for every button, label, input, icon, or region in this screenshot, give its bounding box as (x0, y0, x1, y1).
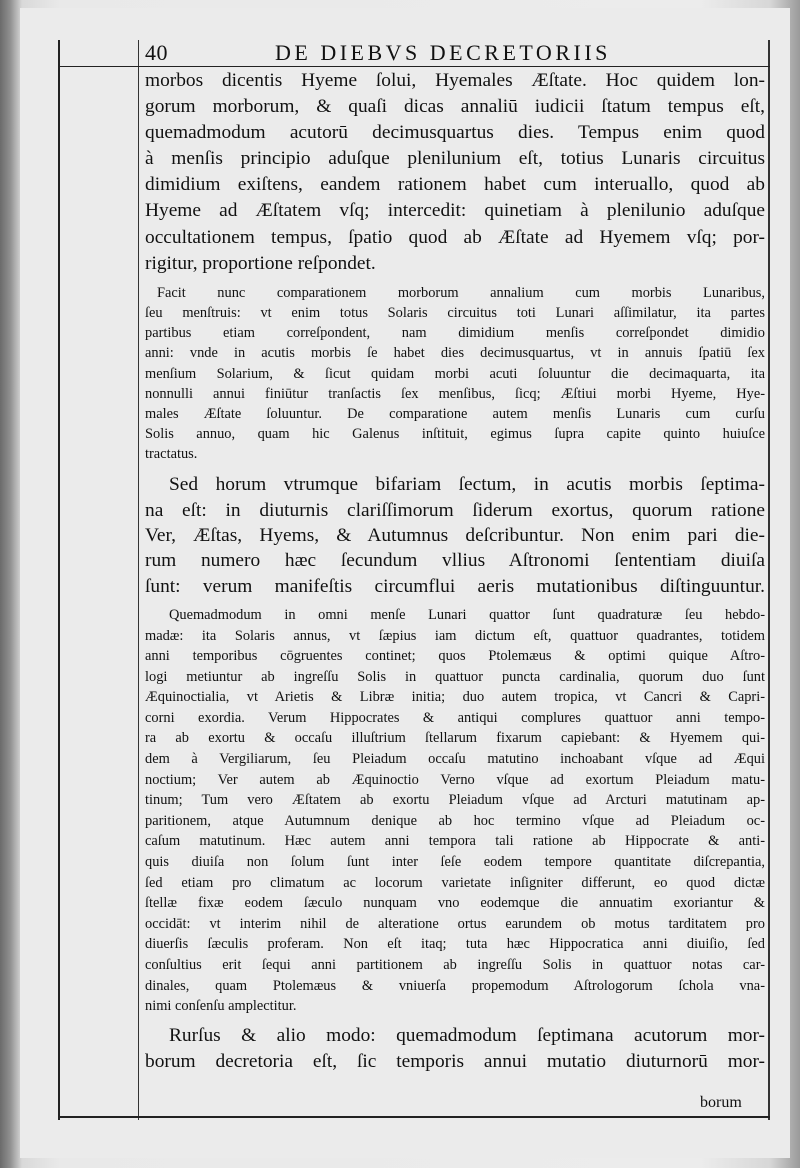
text-line: morbos dicentis Hyeme ſolui, Hyemales Æſtate. Hoc quidem lon- (145, 70, 765, 91)
text-line: dinales, quam Ptolemæus & vniuerſa propemodum Aſtrologorum ſchola vna- (145, 977, 765, 994)
text-line: ſeu menſtruis: vt enim totus Solaris circuitus toti Lunari aſſimilatur, ita partes (145, 304, 765, 321)
text-line: noctium; Ver autem ab Æquinoctio Verno vſque ad exortum Pleiadum matu- (145, 771, 765, 788)
text-line: paritionem, atque Autumnum denique ab hoc termino vſque ad Pleiadum oc- (145, 812, 765, 829)
text-line: diuerſis ſæculis proferam. Non eſt itaq; tuta hæc Hippocratica anni diuiſio, ſed (145, 936, 765, 953)
page-text (145, 68, 765, 1075)
text-line: Quemadmodum in omni menſe Lunari quattor ſunt quadraturæ ſeu hebdo- (169, 606, 765, 623)
text-line: occidāt: vt interim nihil de alteratione ortus earundem ob motus tarditatem pro (145, 915, 765, 932)
running-title: DE DIEBVS DECRETORIIS (275, 40, 611, 65)
text-line: Rurſus & alio modo: quemadmodum ſeptimana acutorum mor- (169, 1024, 765, 1046)
header-rule (58, 66, 770, 67)
text-line: occultationem tempus, ſpatio quod ab Æſtate ad Hyemem vſq; por- (145, 226, 765, 248)
text-line: Solis annuo, quam hic Galenus inſtituit, egimus ſupra capite quinto huiuſce (145, 426, 765, 443)
text-line: males Æſtate ſoluuntur. De comparatione autem menſis Lunaris cum curſu (145, 405, 765, 422)
text-line: quemadmodum acutorū decimusquartus dies. Tempus enim quod (145, 122, 765, 144)
text-line: ſunt: verum manifeſtis circumflui aeris mutationibus diſtinguuntur. (145, 575, 765, 597)
text-line: dem à Vergiliarum, ſeu Pleiadum occaſu matutino inchoabant vſque ad Æqui (145, 751, 765, 768)
text-line: anni: vnde in acutis morbis ſe habet dies decimusquartus, vt in annuis ſpatiū ſex (145, 345, 765, 362)
text-line: Sed horum vtrumque bifariam ſectum, in acutis morbis ſeptima- (169, 474, 765, 496)
text-line: Æquinoctialia, vt Arietis & Libræ initia; duo autem tropica, vt Cancri & Capri- (145, 689, 765, 706)
text-line: corni exordia. Verum Hippocrates & antiqui complures quattuor anni tempo- (145, 709, 765, 726)
text-line: Ver, Æſtas, Hyems, & Autumnus deſcribuntur. Non enim pari die- (145, 525, 765, 547)
catchword: borum (700, 1094, 742, 1111)
text-line: gorum morborum, & quaſi dicas annaliū iudicii ſtatum tempus eſt, (145, 96, 765, 118)
text-line: ſtellæ fixæ eodem ſæculo nunquam vno eodemque die annuatim exoriantur & (145, 895, 765, 912)
text-line: ra ab exortu & occaſu illuſtrium ſtellarum fixarum capiebant: & Hyemem qui- (145, 730, 765, 747)
text-line: ſed etiam pro climatum ac locorum varietate inſigniter differunt, eo quod dictæ (145, 874, 765, 891)
margin-rule-inner (138, 40, 139, 1120)
page-number: 40 (145, 40, 168, 65)
text-line: rum numero hæc ſecundum vllius Aſtronomi ſententiam diuiſa (145, 550, 765, 572)
text-line: na eſt: in diuturnis clariſſimorum ſiderum exortus, quorum ratione (145, 499, 765, 521)
footer-rule (58, 1116, 770, 1118)
text-line: tinum; Tum vero Æſtatem ab exortu Pleiadum vſque ad Arcturi matutinam ap- (145, 792, 765, 809)
text-line: caſum matutinum. Hæc autem anni tempora tali ratione ab Hippocrate & anti- (145, 833, 765, 850)
text-line: menſium Solarium, & ſicut quidam morbi acuti ſoluuntur die decimaquarta, ita (145, 365, 765, 382)
text-line: tractatus. (145, 446, 198, 463)
commentary-2 (145, 605, 765, 1017)
paragraph-main-1 (145, 68, 765, 277)
text-line: Facit nunc comparationem morborum annalium cum morbis Lunaribus, (157, 284, 765, 301)
text-line: à menſis principio aduſque plenilunium eſt, totius Lunaris circuitus (145, 148, 765, 170)
text-line: dimidium exiſtens, eandem rationem habet cum interuallo, quod ab (145, 174, 765, 196)
margin-rule-left (58, 40, 60, 1120)
text-line: Hyeme ad Æſtatem vſq; intercedit: quinetiam à plenilunio aduſque (145, 200, 765, 222)
page-header (145, 40, 765, 66)
text-line: logi metiuntur ab ingreſſu Solis in quattuor puncta cardinalia, quorum duo ſunt (145, 668, 765, 685)
text-line: nimi conſenſu amplectitur. (145, 998, 297, 1015)
text-line: borum decretoria eſt, ſic temporis annui mutatio diuturnorū mor- (145, 1050, 765, 1072)
commentary-1 (145, 283, 765, 465)
text-line: partibus etiam correſpondent, nam dimidium menſis correſpondet dimidio (145, 325, 765, 342)
text-line: madæ: ita Solaris annus, vt ſæpius iam dictum eſt, quattuor quadrantes, totidem (145, 627, 765, 644)
text-line: rigitur, proportione reſpondet. (145, 252, 376, 274)
text-line: anni temporibus cōgruentes continet; quos Ptolemæus & optimi quique Aſtro- (145, 648, 765, 665)
text-line: quis diuiſa non ſolum ſunt inter ſeſe eodem tempore quantitate diſcrepantia, (145, 854, 765, 871)
text-line: conſultius erit ſequi anni partitionem ab ingreſſu Solis in quattuor notas car- (145, 957, 765, 974)
margin-rule-right (768, 40, 770, 1120)
paragraph-main-2 (145, 472, 765, 598)
text-line: nonnulli annui finiūtur tranſactis ſex menſibus, ſicq; Æſtiui morbi Hyeme, Hye- (145, 385, 765, 402)
paragraph-main-3 (145, 1023, 765, 1075)
